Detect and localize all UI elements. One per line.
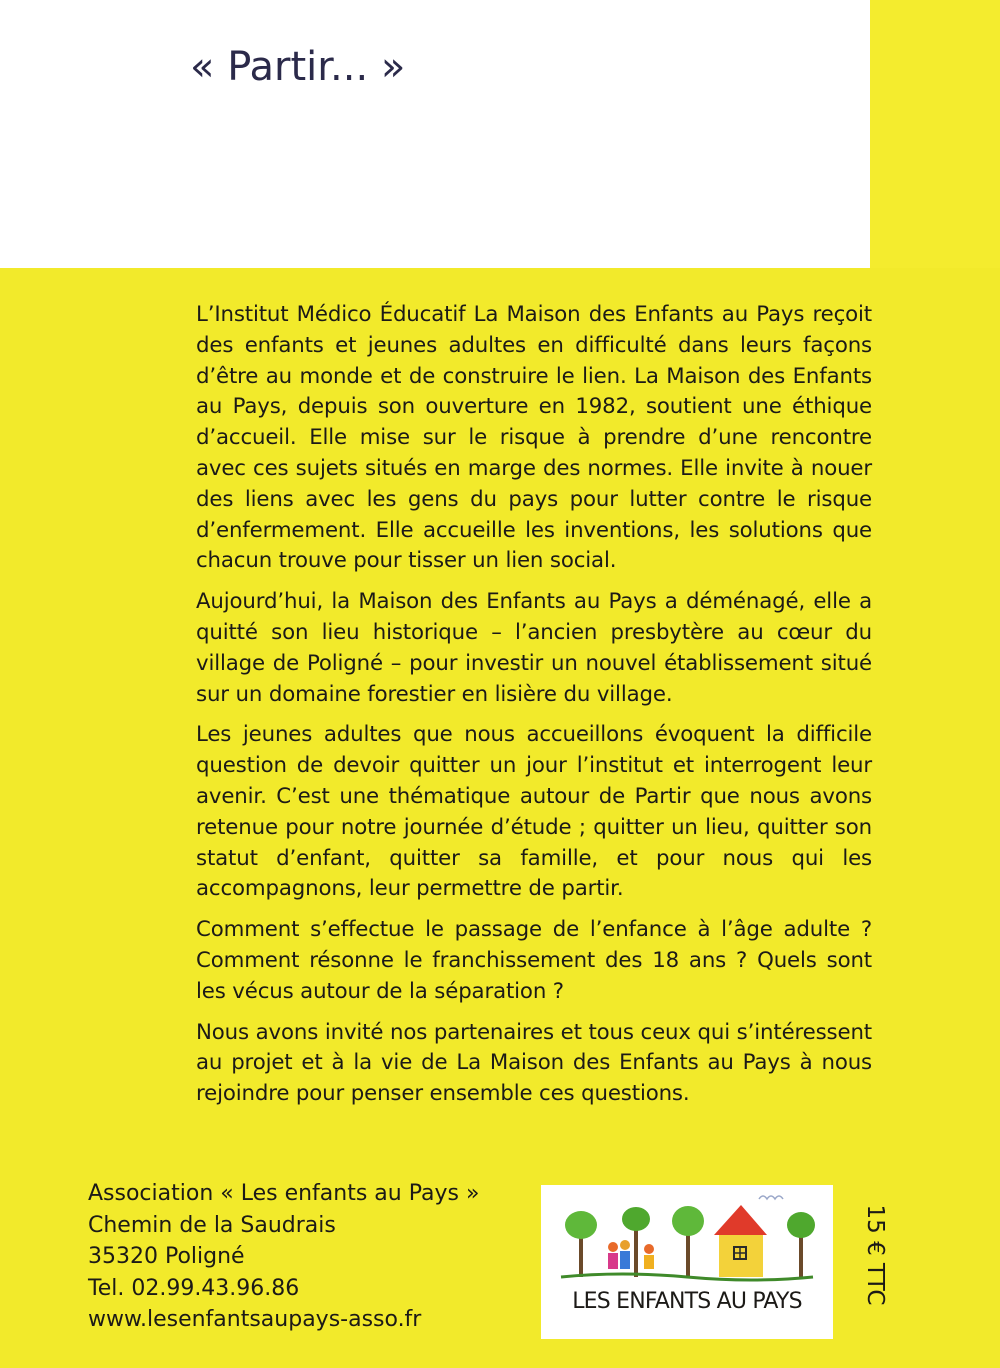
address-block xyxy=(88,1178,479,1336)
logo-text: LES ENFANTS AU PAYS xyxy=(572,1289,802,1314)
paragraph: Les jeunes adultes que nous accueillons évoquent la difficile question de devoir quitter un jour l’institut et interrogent leur avenir. C’est une thématique autour de Partir que nous avons retenue pour notre journée d’étude ; quitter un lieu, quitter son statut d’enfant, quitter sa famille, et pour nous qui les accompagnons, leur permettre de partir. xyxy=(196,722,872,902)
price-text: 15 € TTC xyxy=(862,1204,888,1306)
paragraph: Nous avons invité nos partenaires et tous ceux qui s’intéressent au projet et à la vie de La Maison des Enfants au Pays à nous rejoindre pour penser ensemble ces questions. xyxy=(196,1019,872,1107)
paragraph: Aujourd’hui, la Maison des Enfants au Pays a déménagé, elle a quitté son lieu historique – l’ancien presbytère au cœur du village de Poligné – pour investir un nouvel établissement situé sur un domaine forestier en lisière du village. xyxy=(196,589,872,707)
back-cover-text xyxy=(196,300,872,1120)
logo-drawing-icon xyxy=(541,1185,833,1339)
paragraph: L’Institut Médico Éducatif La Maison des Enfants au Pays reçoit des enfants et jeunes adultes en difficulté dans leurs façons d’être au monde et de construire le lien. La Maison des Enfants au Pays, depuis son ouverture en 1982, soutient une éthique d’accueil. Elle mise sur le risque à prendre d’une rencontre avec ces sujets situés en marge des normes. Elle invite à nouer des liens avec les gens du pays pour lutter contre le risque d’enfermement. Elle accueille les inventions, les solutions que chacun trouve pour tisser un lien social. xyxy=(196,302,872,574)
phone-number: Tel. 02.99.43.96.86 xyxy=(88,1275,300,1301)
spine-strip xyxy=(870,0,1000,268)
price-label xyxy=(861,1190,889,1320)
cover-title: « Partir... » xyxy=(190,44,406,90)
paragraph: Comment s’effectue le passage de l’enfance à l’âge adulte ? Comment résonne le franchissement des 18 ans ? Quels sont les vécus autour de la séparation ? xyxy=(196,917,872,1004)
postal-city: 35320 Poligné xyxy=(88,1244,245,1269)
street-address: Chemin de la Saudrais xyxy=(88,1212,336,1238)
association-logo xyxy=(541,1185,833,1339)
title-panel xyxy=(0,0,870,268)
website-link[interactable]: www.lesenfantsaupays-asso.fr xyxy=(88,1307,422,1332)
association-name: Association « Les enfants au Pays » xyxy=(88,1181,480,1206)
